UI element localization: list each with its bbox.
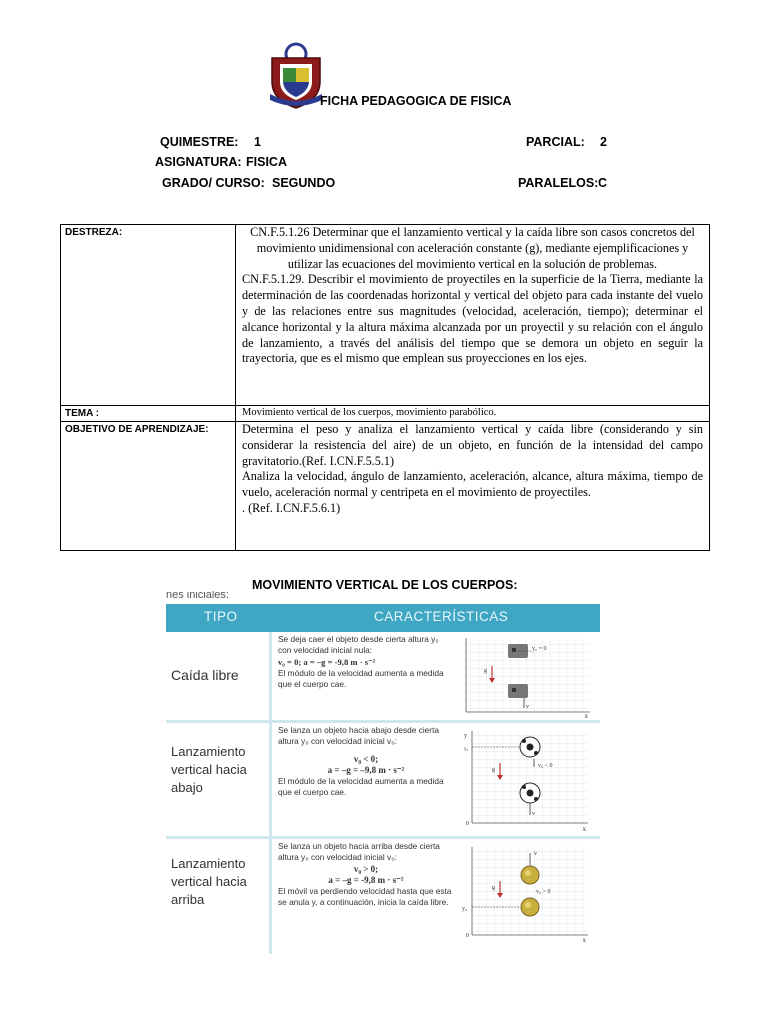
v-label: v [526,704,529,710]
asignatura-label: ASIGNATURA: [155,155,242,169]
grado-value: SEGUNDO [272,176,336,190]
tipo-cell [166,723,272,836]
lanzamiento-arriba-diagram [462,843,594,943]
lanzamiento-abajo-diagram [462,727,594,833]
tipo-label-line-2: vertical hacia [171,762,247,777]
tipo-label-line-2: vertical hacia [171,874,247,889]
v0-label: v₀ > 0 [536,889,551,895]
v0-label: v₀ < 0 [538,763,553,769]
desc-a: Se lanza un objeto hacia abajo desde cierta altura y₀ con velocidad inicial v₀: [278,725,439,747]
row-description [278,634,454,690]
equation: v₀ = 0; a = –g = -9,8 m · s⁻² [278,656,376,667]
destreza-p2: CN.F.5.1.29. Describir el movimiento de proyectiles en la superficie de la Tierra, mediante la determinación de las coordenadas horizontal y vertical del objeto para cada instante del vuelo y de las relaciones entre sus magnitudes (velocidad, aceleración, tiempo); determinar el alcance horizontal y la altura máxima alcanzada por un proyectil y su relación con el ángulo de lanzamiento, a través del análisis del tiempo que se demora un objeto en seguir la trayectoria, que es el mismo que emplean sus proyecciones en los ejes. [242,272,703,366]
objetivo-p1: Determina el peso y analiza el lanzamiento vertical y caída libre (considerando y sin considerar la resistencia del aire) de un objeto, en función de la intensidad del campo gravitatorio.(Ref. I.CN.F.5.5.1) [242,422,703,468]
x-axis-label: x [582,825,586,833]
col-tipo-header: TIPO [204,609,238,624]
parcial-label: PARCIAL: [526,135,585,149]
origin-label: 0 [466,933,469,939]
destreza-value [236,225,710,406]
tipo-label-line-3: arriba [171,892,205,907]
row-description [278,725,454,799]
equation-2: a = –g = -9,8 m · s⁻² [328,874,404,885]
objetivo-row [61,422,710,551]
page-title: FICHA PEDAGOGICA DE FISICA [320,94,512,108]
v-label: v [534,851,537,857]
y0-label: y₀ [462,906,468,912]
g-label: g [492,885,495,891]
desc-a: Se lanza un objeto hacia arriba desde cierta altura y₀ con velocidad inicial v₀: [278,841,440,863]
movement-types-figure [166,604,600,954]
desc-b: El módulo de la velocidad aumenta a medida que el cuerpo cae. [278,667,444,690]
equation-2: a = –g = –9,8 m · s⁻² [327,764,405,775]
caida-libre-diagram [462,636,594,718]
row-lanzamiento-arriba [166,839,600,954]
g-label: g [492,767,495,773]
g-label: g [484,668,487,674]
y-axis-label: y [464,733,467,739]
tipo-label-line-1: Lanzamiento [171,744,246,759]
col-caracteristicas-header: CARACTERÍSTICAS [374,609,509,624]
tipo-label-line-3: abajo [171,780,203,795]
tipo-cell [166,839,272,954]
y0-label: y₀ [464,747,469,752]
desc-b: El móvil va perdiendo velocidad hasta que esta se anula y, a continuación, inicia la caída libre. [278,886,452,908]
row-caida-libre [166,632,600,720]
objetivo-value [236,422,710,551]
desc-a: Se deja caer el objeto desde cierta altura y₀ con velocidad inicial nula: [278,634,439,656]
row-lanzamiento-abajo [166,723,600,836]
school-logo [266,42,326,110]
desc-b: El módulo de la velocidad aumenta a medida que el cuerpo cae. [278,776,444,798]
objetivo-p2: Analiza la velocidad, ángulo de lanzamiento, aceleración, alcance, altura máxima, tiempo de vuelo, aceleración normal y centripeta en el movimiento de proyectiles. [242,469,703,500]
parcial-value: 2 [600,135,607,149]
paralelos-value: C [598,176,608,190]
equation-1: v₀ < 0; [353,753,379,764]
v-label: v [532,811,535,817]
tipo-cell [166,632,272,720]
row-description [278,841,454,909]
clipped-text: nes iniciales: [166,591,229,599]
section-title: MOVIMIENTO VERTICAL DE LOS CUERPOS: [252,578,518,592]
x-axis-label: x [584,712,588,718]
tipo-label-line-1: Lanzamiento [171,856,246,871]
origin-label: 0 [466,821,469,827]
grado-label: GRADO/ CURSO: [162,176,265,190]
asignatura-value: FISICA [246,155,287,169]
objetivo-label: OBJETIVO DE APRENDIZAJE: [61,422,236,551]
x-axis-label: x [582,936,586,943]
figure-header [166,604,600,632]
info-table [60,224,710,551]
v0-label: v₀ = 0 [532,646,547,652]
objetivo-p3: . (Ref. I.CN.F.5.6.1) [242,500,341,515]
destreza-p1: CN.F.5.1.26 Determinar que el lanzamiento vertical y la caída libre son casos concretos del movimiento unidimensional con aceleración constante (g), mediante ejemplificaciones y utilizar las ecuaciones del movimiento vertical en la solución de problemas. [250,225,695,271]
quimestre-value: 1 [254,135,261,149]
tema-label: TEMA : [61,406,236,422]
destreza-label: DESTREZA: [61,225,236,406]
paralelos-label: PARALELOS: [518,176,599,190]
tema-row [61,406,710,422]
quimestre-label: QUIMESTRE: [160,135,239,149]
equation-1: v₀ > 0; [353,863,379,874]
destreza-row [61,225,710,406]
tipo-label: Caída libre [171,667,239,683]
tema-value: Movimiento vertical de los cuerpos, movimiento parabólico. [236,406,710,422]
